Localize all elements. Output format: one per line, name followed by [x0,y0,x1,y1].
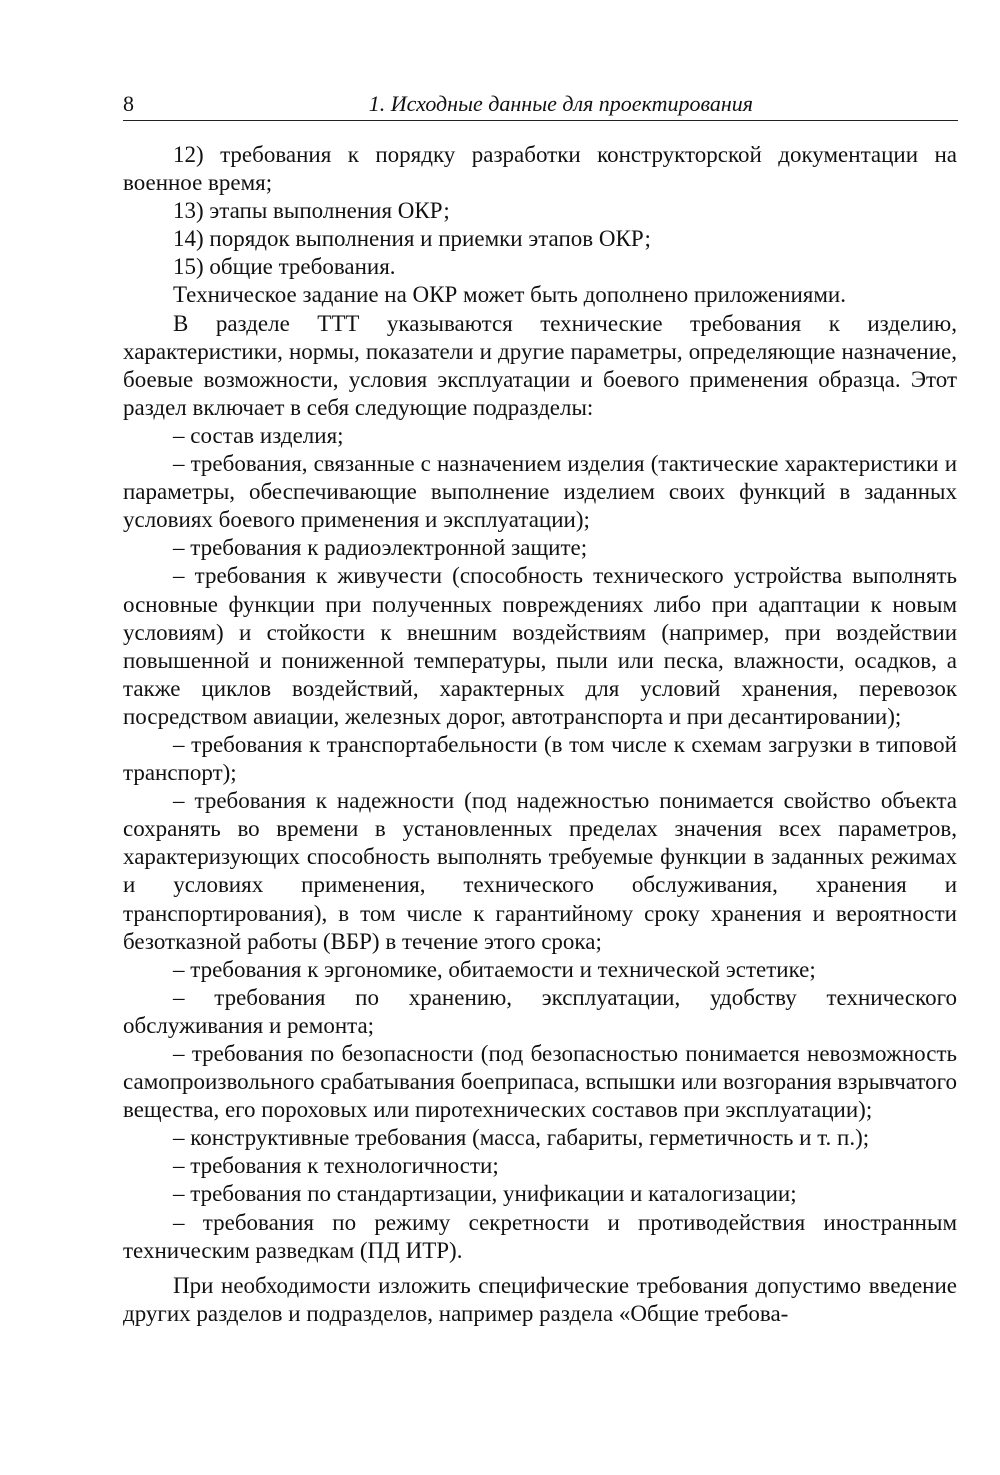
paragraph-item-12: 12) требования к порядку разработки конструкторской документации на военное время; [123,142,957,196]
paragraph-item-14: 14) порядок выполнения и приемки этапов ОКР; [173,226,651,252]
paragraph-other-sections: При необходимости изложить специфические требования допустимо введение других разделов и подразделов, например раздела «Общие требова- [123,1272,957,1326]
body-text [123,141,957,1328]
list-item-manufacturability: – требования к технологичности; [173,1153,499,1179]
list-item-composition: – состав изделия; [173,422,344,448]
running-title: 1. Исходные данные для проектирования [368,91,753,116]
list-item-purpose: – требования, связанные с назначением изделия (тактические характеристики и параметры, обеспечивающие выполнение изделием своих функций в заданных условиях боевого применения и эксплуатации); [123,451,957,533]
paragraph-item-15: 15) общие требования. [173,254,396,280]
running-head [123,88,958,121]
list-item-standardization: – требования по стандартизации, унификации и каталогизации; [173,1181,797,1207]
list-item-survivability: – требования к живучести (способность технического устройства выполнять основные функции при полученных повреждениях либо при адаптации к новым условиям) и стойкости к внешним воздействиям (например, при воздействии повышенной и пониженной температуры, пыли или песка, влажности, осадков, а также циклов воздействий, характерных для условий хранения, перевозок посредством авиации, железных дорог, автотранспорта и при десантировании); [123,563,957,729]
page-number: 8 [123,91,134,116]
list-item-secrecy: – требования по режиму секретности и противодействия иностранным техническим разведкам (ПД ИТР). [123,1209,957,1263]
paragraph-ttt-section: В разделе ТТТ указываются технические требования к изделию, характеристики, нормы, показатели и другие параметры, определяющие назначение, боевые возможности, условия эксплуатации и боевого применения образца. Этот раздел включает в себя следующие подразделы: [123,310,957,420]
list-item-reliability: – требования к надежности (под надежностью понимается свойство объекта сохранять во времени в установленных пределах значения всех параметров, характеризующих способность выполнять требуемые функции в заданных режимах и условиях применения, технического обслуживания, хранения и транспортирования), в том числе к гарантийному сроку хранения и вероятности безотказной работы (ВБР) в течение этого срока; [123,788,957,954]
list-item-transportability: – требования к транспортабельности (в том числе к схемам загрузки в типовой транспорт); [123,731,957,786]
paragraph-appendices: Техническое задание на ОКР может быть дополнено приложениями. [173,282,846,308]
list-item-safety: – требования по безопасности (под безопасностью понимается невозможность самопроизвольного срабатывания боеприпаса, вспышки или возгорания взрывчатого вещества, его пороховых или пиротехнических составов при эксплуатации); [123,1041,957,1123]
list-item-electronic-protection: – требования к радиоэлектронной защите; [173,535,588,561]
list-item-design: – конструктивные требования (масса, габариты, герметичность и т. п.); [173,1125,870,1151]
list-item-storage: – требования по хранению, эксплуатации, удобству технического обслуживания и ремонта; [123,984,957,1038]
list-item-ergonomics: – требования к эргономике, обитаемости и технической эстетике; [173,956,816,982]
paragraph-item-13: 13) этапы выполнения ОКР; [173,198,450,224]
